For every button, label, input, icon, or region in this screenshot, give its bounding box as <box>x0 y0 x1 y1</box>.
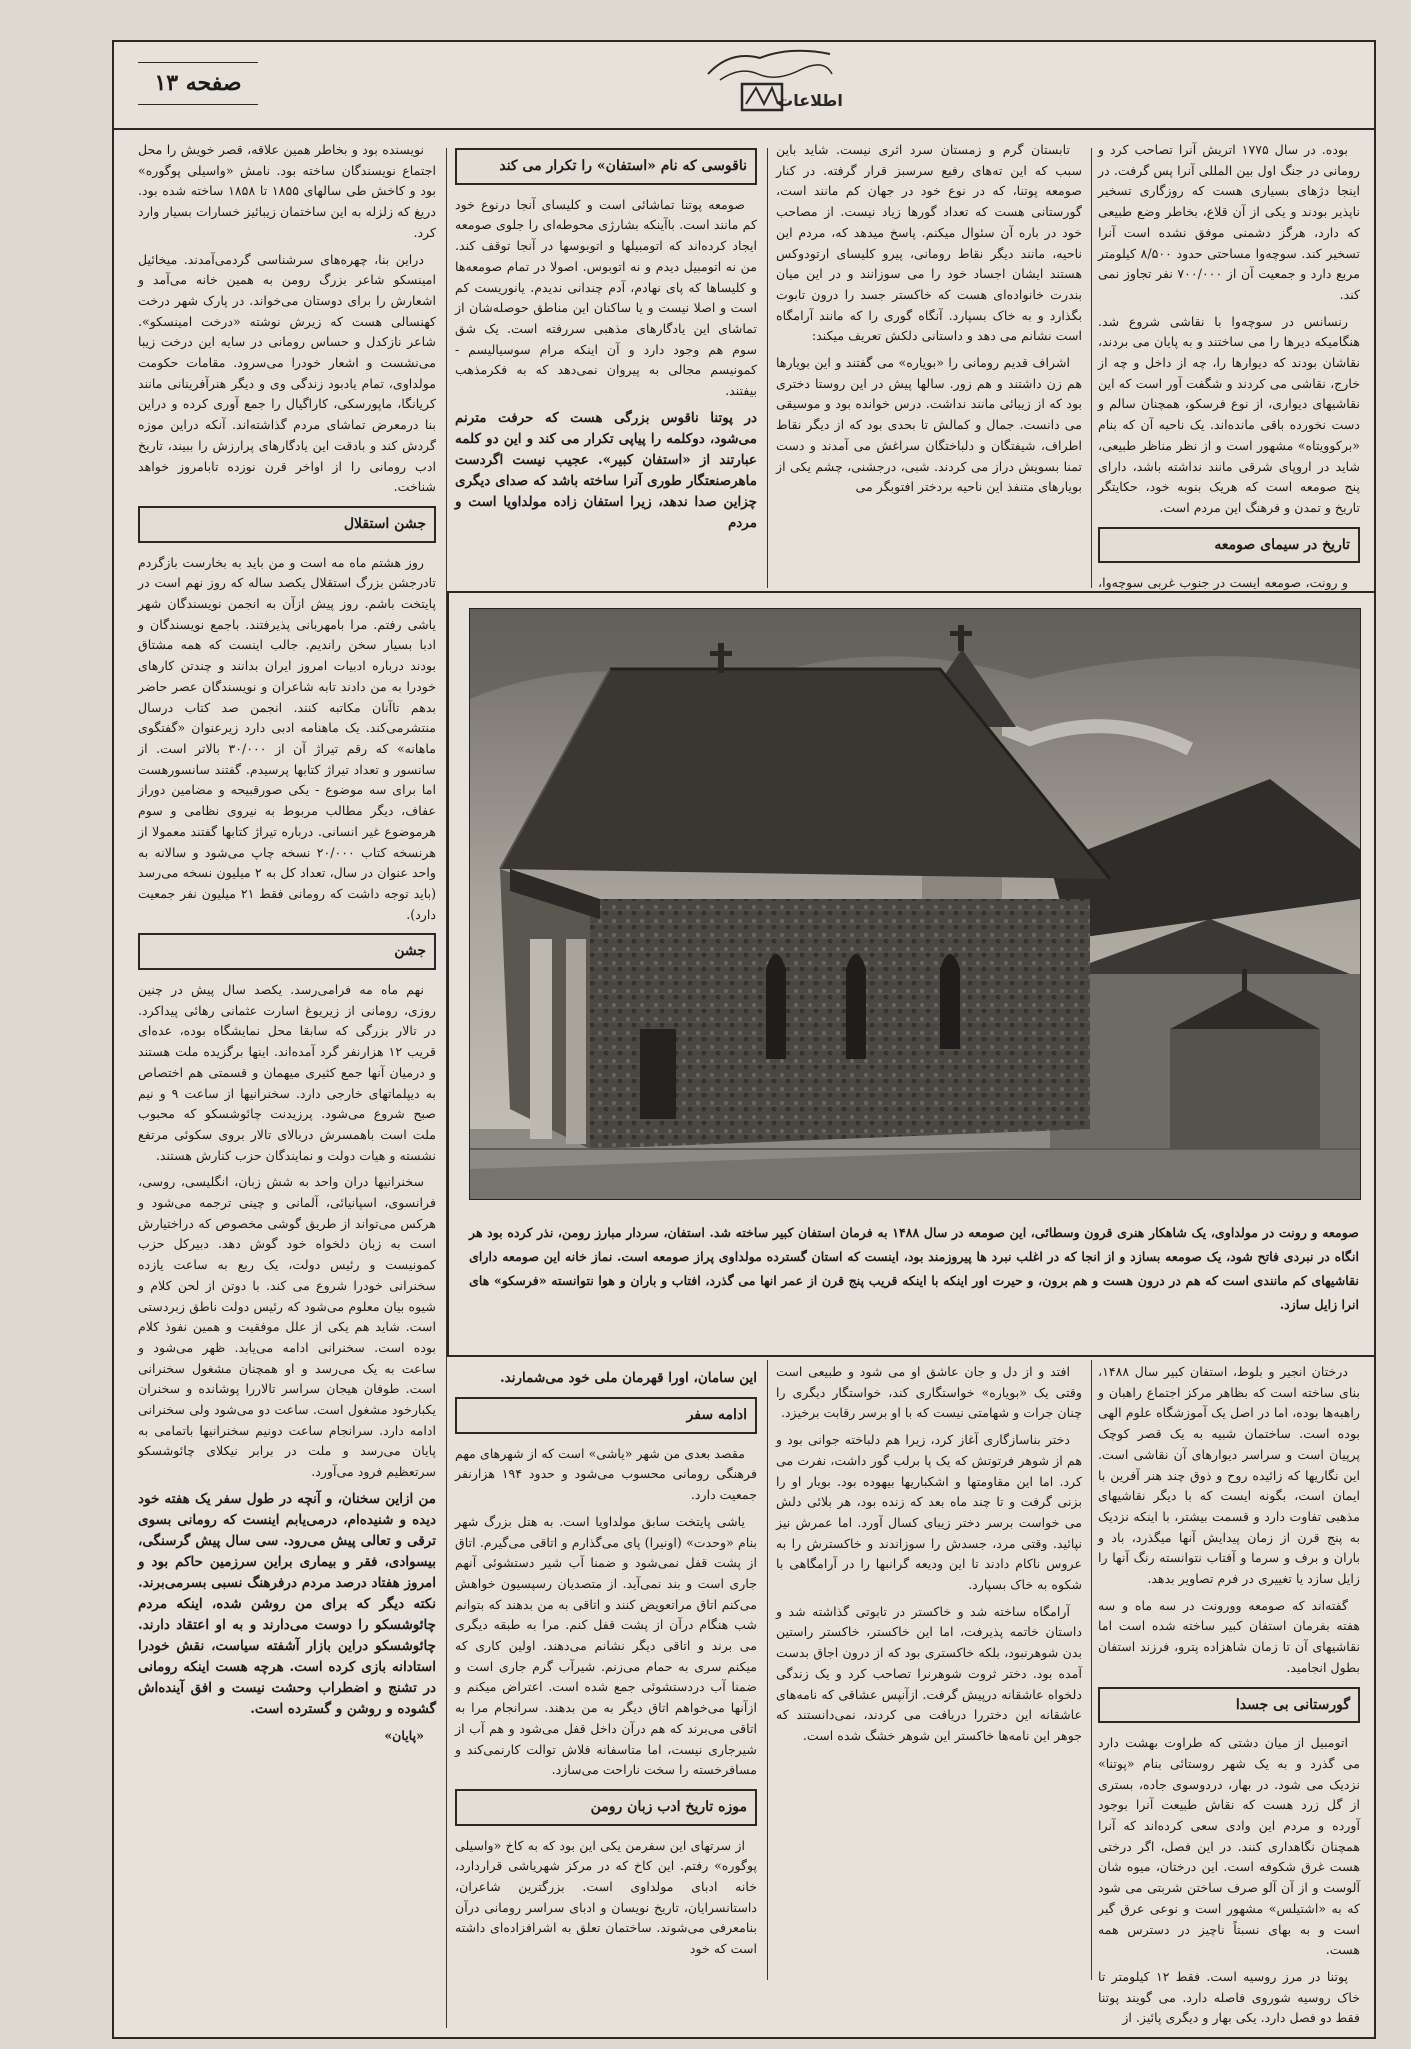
col3-paragraph-4: از سرتهای این سفرمن یکی این بود که به کاخ «واسیلی پوگوره» رفتم. این کاخ که در مرکز شهریاشی قراردارد، خانه ادبای مولداوی است. بزرگترین شاعران، داستانسرایان، تاریخ نویسان و ادبای سراسر رومانی درآن بنامعرفی می‌شوند. ساختمان تعلق به اشرافزاده‌ای داشته است که خود <box>455 1837 757 1957</box>
heading-celebration: جشن <box>138 933 436 970</box>
logo-text: اطلاعات <box>777 91 843 110</box>
col3-paragraph-1: صومعه پوتنا تماشائی است و کلیسای آنجا درنوع خود کم مانند است. باآینکه بشارژی محوطه‌ای را جلوی صومعه ایجاد کرده‌اند که اتومبیلها و اتوبوسها در آنجا توقف کند. من نه اتومبیل دیدم و نه اتوبوس. اصولا در تمام صومعه‌ها و کلیساها که پای نهادم، آدم چندانی ندیدم. یانوریست کم است و اصلا نیست و یا ساکنان این مناطق حوصله‌شان از تماشای این یادگارهای مذهبی سررفته است. یک شق سوم هم وجود دارد و آن اینکه مرام سوسیالیسم - کمونیسم مجالی به پیروان نمی‌دهد که به فکرمذهب بیفتند. <box>455 196 757 399</box>
column-3-bottom <box>455 1362 757 1982</box>
column-4 <box>138 140 436 1982</box>
col4-paragraph-2: دراین بنا، چهره‌های سرشناسی گردمی‌آمدند. میخائیل امینسکو شاعر بزرگ رومن به همین خانه می‌آمد و اشعارش را برای دوستان می‌خواند. در پارک شهر درخت کهنسالی هست که زیرش نوشته «درخت امینسکو». شاعر نازکدل و حساس رومانی در سایه این درخت زیبا می‌نشست و اشعار خودرا می‌سرود. مقامات حکومت مولداوی، تمام یادبود زندگی وی و دیگر هنرآفرینانی مانند کریانگا، ماپورسکی، کاراگیال را جمع آوری کرده و دراین بنا درمعرض تماشای مردم گذاشته‌اند. آنکه دراین موزه گردش کند و بادقت این یادگارهای پرارزش را ببیند، تاریخ ادب رومانی را از اواخر قرن نوزده تابامروز خواهد شناخت. <box>138 251 436 495</box>
heading-continue-trip: ادامه سفر <box>455 1397 757 1434</box>
heading-bell: ناقوسی که نام «استفان» را تکرار می کند <box>455 148 757 185</box>
column-1-bottom <box>1098 1362 1360 2026</box>
column-2-bottom <box>776 1362 1082 1982</box>
col2-paragraph-1: تابستان گرم و زمستان سرد اثری نیست. شاید باین سبب که این ته‌های رفیع سرسبز قرار گرفته. در کنار صومعه پوتنا، که در نوع خود در جهان کم مانند است، گورستانی هست که تعداد گورها زیاد نیست. از مصاحب خود در باره آن سئوال میکنم. پاسخ میدهد که، مردم این ناحیه، مانند دیگر نقاط رومانی، پیرو کلیسای ارتودوکس هستند ایشان اجساد خود را می سوزانند و در این میان بندرت خانواده‌ای هست که خاکستر جسد را درون تابوت بگذارد و به خاک بسپارد. آنگاه گوری را که مانند آرامگاه است نشانم می دهد و داستانی دلکش تعریف میکند: <box>776 142 1082 344</box>
heading-literature-museum: موزه تاریخ ادب زبان رومن <box>455 1789 757 1826</box>
header-rule-long <box>112 128 1374 130</box>
col1-paragraph-4: درختان انجیر و بلوط، استفان کبیر سال ۱۴۸۸، بنای ساخته است که بظاهر مرکز اجتماع راهبان و راهبه‌ها بوده، اما در اصل یک آموزشگاه علوم الهی بوده است. ساختمان شبیه به یک قصر کوچک پرپیان است و سراسر دیوارهای آن نقاشی است. این نگاریها که زائیده روح و ذوق چند هنر آفرین با ایمان است، بگونه ایست که با دیگر نقاشیهای مذهبی تفاوت دارد و قسمت بیشتر، با اینکه نزدیک به پنج قرن از زمان پیدایش آنها میگذرد، باد و باران و برف و سرما و آفتاب نتوانسته رنگ آنها را زایل سازد یا تغییری در فرم تصاویر بدهد. <box>1098 1364 1360 1587</box>
newspaper-logo <box>700 44 843 122</box>
column-1-top <box>1098 140 1360 591</box>
col3-pullquote: در پوتنا ناقوس بزرگی هست که حرفت مترنم می‌شود، دوکلمه را پیاپی تکرار می کند و این دو کلمه عبارتند از «استفان کبیر». عجیب نیست اگردست ماهرصنعتگار طوری آنرا ساخته باشد که صدای دیگری چزاین صدا ندهد، زیرا استفان زاده مولداویا است و مردم <box>455 409 757 531</box>
col1-intro: بوده. در سال ۱۷۷۵ اتریش آنرا تصاحب کرد و رومانی در جنگ اول بین المللی آنرا پس گرفت. در اینجا دژهای بسیاری هست که روزگاری تسخیر ناپذیر بودند و یکی از آن قلاع، بخاطر وضع طبیعی که دارد، هرگز دشمنی موفق نشده است آنرا تسخیر کند. سوچه‌وا مساحتی حدود ۸/۵۰۰ کیلومتر مربع دارد و جمعیت آن از ۷۰۰/۰۰۰ نفر تجاوز نمی کند. <box>1098 142 1360 302</box>
col3-pullquote-end: این سامان، اورا قهرمان ملی خود می‌شمارند. <box>499 1370 757 1386</box>
page-number: صفحه ۱۳ <box>154 70 242 96</box>
photo-caption: صومعه و رونت در مولداوی، یک شاهکار هنری قرون وسطائی، این صومعه در سال ۱۴۸۸ به فرمان استفان کبیر ساخته شد. استفان، سردار مبارز رومن، نذر کرده بود هر انگاه در نبردی فاتح شود، یک صومعه بسازد و از انجا که در اغلب نبرد ها پیروزمند بود، اینست که استان گسترده مولداوی پراز صومعه است. نماز خانه این صومعه دارای نقاشیهای کم مانندی است که هم در درون هست و هم برون، و حیرت اور اینکه با اینکه قریب پنج قرن از عمر انها می گذرد، افتاب و باران و هوا نتوانسته «فرسکو» های انرا زایل سازد. <box>469 1225 1359 1312</box>
header-rule-bottom <box>138 104 258 105</box>
col4-paragraph-4: نهم ماه مه فرامی‌رسد. یکصد سال پیش در چنین روزی، رومانی از زیریوغ اسارت عثمانی رهائی پیداکرد. در تالار بزرگی که سابقا محل نمایشگاه بوده، عده‌ای قریب ۱۲ هزارنفر گرد آمده‌اند. اینها برگزیده ملت هستند و درمیان آنها جمع کثیری میهمان و قسمتی هم اختصاص به دیپلماتهای خارجی دارد. سخنرانیها از ساعت ۹ و نیم صبح شروع می‌شود. پرزیدنت چائوشسکو که محبوب ملت است باهمسرش دربالای تالار بروی سکوئی مرتفع نشسته و هیات دولت و نمایندگان حزب کنارش هستند. <box>138 982 436 1163</box>
col4-paragraph-5: سخنرانیها دران واحد به شش زبان، انگلیسی، روسی، فرانسوی، اسپانیائی، آلمانی و چینی ترجمه می‌شود و هرکس می‌تواند از طریق گوشی مخصوص که دراختیارش است به زبان دلخواه خود گوش دهد. دبیرکل حزب کمونیست و رئیس دولت، یک ربع به ساعت یازده سخنرانی خودرا شروع می کند. با دوتن از لحن کلام و شیوه بیان معلوم می‌شود که رئیس دولت ناطق زبردستی است. شاید هم یکی از علل موفقیت و همین نفوذ کلام بوده است. سخنرانی ادامه می‌یابد. ظهر می‌شود و ساعت به یک می‌رسد و او همچنان مشغول سخنرانی است. طوفان هیجان سراسر تالاررا پوشانده و سخنران یکبارخود مشغول است. ساعت دو می‌شود ولی سخنرانی ادامه دارد. سرانجام ساعت دونیم سخنرانیها باتمامی به پایان می‌رسد و ملت در برابر نیکلای چائوشسکو سرتعظیم فرود می‌آورد. <box>138 1174 436 1480</box>
column-rule-2 <box>767 148 768 588</box>
col1-paragraph-7: پوتنا در مرز روسیه است. فقط ۱۲ کیلومتر تا خاک روسیه شوروی فاصله دارد. می گویند پوتنا فقط دو فصل دارد. یکی بهار و دیگری پائیز. از <box>1098 1968 1360 2026</box>
col4-paragraph-1: نویسنده بود و بخاطر همین علاقه، قصر خویش را محل اجتماع نویسندگان ساخته بود. نامش «واسیلی پوگوره» بود و کاخش طی سالهای ۱۸۵۵ تا ۱۸۵۸ ساخته شده بود. دریغ که زلزله به این ساختمان زیبائیز خسارات بسیار وارد کرد. <box>138 142 436 240</box>
col4-end-mark: «پایان» <box>384 1727 424 1743</box>
column-rule-1 <box>1091 148 1092 588</box>
col4-conclusion: من ازاین سخنان، و آنچه در طول سفر یک هفته خود دیده و شنیده‌ام، درمی‌یابم اینست که رومانی بسوی ترقی و تعالی پیش می‌رود. سی سال پیش گرسنگی، بیسوادی، فقر و بیماری براین سرزمین حاکم بود و امروز هفتاد درصد مردم درفرهنگ نسبی بسرمی‌برند. نکته دیگر که برای من روشن شده، اینکه مردم چائوشسکو را دوست می‌دارند و به او اعتقاد دارند. چائوشسکو دراین بازار آشفته سیاست، نقش خودرا استادانه بازی کرده است. هرچه هست اینکه رومانی در تشنج و اضطراب وحشت نیست و افق آینده‌اش گشوده و روشن و گسترده است. <box>138 1490 436 1717</box>
col2-paragraph-3: افتد و از دل و جان عاشق او می شود و طبیعی است وقتی یک «بویاره» خواستگاری کند، خواستگار دیگری را چنان جرات و شهامتی نیست که با او برسر رقابت برخیزد. <box>776 1364 1082 1421</box>
heading-cemetery: گورستانی بی جسدا <box>1098 1687 1360 1724</box>
col3-paragraph-3: یاشی پایتخت سابق مولداویا است. به هتل بزرگ شهر بنام «وحدت» (اونیرا) پای می‌گذارم و اتاقی می‌گیرم. اتاق از پشت قفل نمی‌شود و ضمنا آب شیر دستشوئی آنهم جاری است و بند نمی‌آید. از متصدیان رسپسیون خواهش می‌کنم اتاق مراتعویض کنند و اتاقی به من بدهند که بتوانم شب هنگام درآن از پشت قفل کنم. مرا به طبقه دیگری می برند و اتاقی دیگر نشانم می‌دهند. اولین کاری که میکنم سری به حمام می‌زنم. شیرآب گرم جاری است و ضمنا آب دردستشوئی جمع شده است. اعتراض میکنم و ازآنها می‌خواهم اتاق دیگر به من بدهند. سرانجام مرا به اتاقی می‌برند که هم درآن داخل قفل می‌شود و هم آب از شیرجاری نیست، اما متاسفانه فلاش توالت کارنمی‌کند و مسافرخسته را سخت ناراحت می‌سازد. <box>455 1513 757 1778</box>
column-2-top <box>776 140 1082 588</box>
column-rule-4 <box>1091 1360 1092 1980</box>
col1-paragraph-6: اتومبیل از میان دشتی که طراوت بهشت دارد می گذرد و به یک شهر روستائی بنام «پوتنا» نزدیک می شود. در بهار، دردوسوی جاده، بستری از گل زرد هست که نقاش طبیعت آنرا بوجود آورده و مردم این وادی سعی کرده‌اند که آنرا همچنان نگاهداری کنند. در این فصل، اگر درختی هست غرق شکوفه است. این درختان، میوه شان آلوست و از آن آلو صرف ساختن شربتی می شود که به «اشتیلس» مشهور است و نوعی عرق گیر است و به بهای نسبتاً ناچیز در دسترس همه هست. <box>1098 1735 1360 1958</box>
col3-paragraph-2: مقصد بعدی من شهر «یاشی» است که از شهرهای مهم فرهنگی رومانی محسوب می‌شود و حدود ۱۹۴ هزارنفر جمعیت دارد. <box>455 1445 757 1503</box>
col2-paragraph-2: اشراف قدیم رومانی را «بویاره» می گفتند و این بویارها هم زن داشتند و هم زور. سالها پیش در این روستا دختری بود که از زیبائی مانند نداشت. درس خوانده بود و موسیقی می دانست. جمال و کمالش تا بحدی بود که از دیگر نقاط اطراف، شیفتگان و دلباختگان سراغش می آمدند و دست تمنا بسویش دراز می کردند. شبی، درجشنی، چشم یکی از بویارهای متنفذ این ناحیه بردختر افتوبگر می <box>776 355 1082 495</box>
column-3-top <box>455 140 757 588</box>
photo-box <box>447 591 1376 1357</box>
column-rule-5 <box>767 1360 768 1980</box>
heading-history-in-monastery: تاریخ در سیمای صومعه <box>1098 527 1360 564</box>
col2-paragraph-5: آرامگاه ساخته شد و خاکستر در تابوتی گذاشته شد و داستان خاتمه پذیرفت، اما این خاکستر، خاکستر راستین بدن شوهرنبود، بلکه خاکستری بود که از درون اجاق بدست آمده بود. دختر ثروت شوهرنرا تصاحب کرد و یک زندگی دلخواه عاشقانه درپیش گرفت. ازآنپس عشاقی که نامه‌های عاشقانه این دختررا دریافت می کردند، نمی‌دانستند که جوهر این نامه‌ها خاکستر این شوهر خشگ شده است. <box>776 1603 1082 1743</box>
heading-independence-celebration: جشن استقلال <box>138 506 436 543</box>
header-rule-top <box>138 62 258 63</box>
col4-paragraph-3: روز هشتم ماه مه است و من باید به بخارست بازگردم تادرجشن بزرگ استقلال یکصد ساله که روز نهم است در پایتخت باشم. روز پیش ازآن به انجمن نویسندگان شهر یاشی رفتم. مرا بامهربانی پذیرفتند. باجمع نویسندگان و ادبا بسیار سخن راندیم. جالب اینست که همه مشتاق بودند درباره ادبیات امروز ایران بدانند و چندتن کارهای خودرا به من دادند تابه شاعران و نویسندگان عصر حاضر بدهم تاآنان مکاتبه کنند. انجمن صد کتاب درسال منتشرمی‌کند. یک ماهنامه ادبی دارد زیرعنوان «گفتگوی ماهانه» که رقم تیراژ آن از ۳۰/۰۰۰ بالاتر است. از سانسور و تعداد تیراژ کتابها پرسیدم. گفتند سانسورهست اما برای سه موضوع - یکی صورقبیحه و مضامین دوراز عفاف، دیگر مطالب مربوط به نیروی نظامی و سوم هرموضوع غیر انسانی. درباره تیراژ کتابها گفتند معمولا از هرنسخه کتاب ۲۰/۰۰۰ نسخه چاپ می‌شود و سالانه به واحد عنوان در سال، تعداد کل به ۲ میلیون نسخه می‌رسد (باید توجه داشت که رومانی فقط ۲۱ میلیون نفر جمعیت دارد). <box>138 554 437 922</box>
col1-paragraph-5: گفته‌اند که صومعه وورونت در سه ماه و سه هفته بفرمان استفان کبیر ساخته شده است اما نقاشیهای آن تا زمان شاهزاده پترو، فرزند استفان بطول انجامید. <box>1098 1597 1360 1675</box>
monastery-photo <box>469 608 1361 1200</box>
col1-paragraph-3: و رونت، صومعه ایست در جنوب غربی سوچه‌وا، <box>1098 575 1348 591</box>
col1-paragraph-2: رنسانس در سوچه‌وا با نقاشی شروع شد. هنگامیکه دیرها را می ساختند و به پایان می بردند، نقاشان بودند که دیوارها را، چه از داخل و چه از خارج، نقاشی می کردند و شگفت آور است که این نقاشیهای دیواری، از نوع فرسکو، همچنان سالم و دست نخورده باقی مانده‌اند. یک ناحیه آن که بنام «برکوویتاه» مشهور است و از نظر مناظر طبیعی، شاید در اروپای شرقی مانند نداشته باشد، دارای پنج صومعه است که هریک بنوبه خود، حکایتگر تاریخ و تمدن و فرهنگ این مردم است. <box>1098 313 1360 515</box>
col2-paragraph-4: دختر بناسازگاری آغاز کرد، زیرا هم دلباخته جوانی بود و هم از شوهر فرتوتش که یک پا برلب گور داشت، نفرت می کرد. اما این مقاومتها و اشکباریها بیهوده بود. بویار او را بزنی گرفت و تا چند ماه بعد که زنده بود، هر بلائی دلش می خواست برسر دختر زیبای کسال آورد. اما عمرش نیز نپائید. وقتی مرد، جسدش را سوزاندند و خاکسترش را به عروس ناکام دادند تا این ودیعه گرانبها را در آرامگاهی با شکوه به خاک بسپارد. <box>776 1432 1082 1593</box>
